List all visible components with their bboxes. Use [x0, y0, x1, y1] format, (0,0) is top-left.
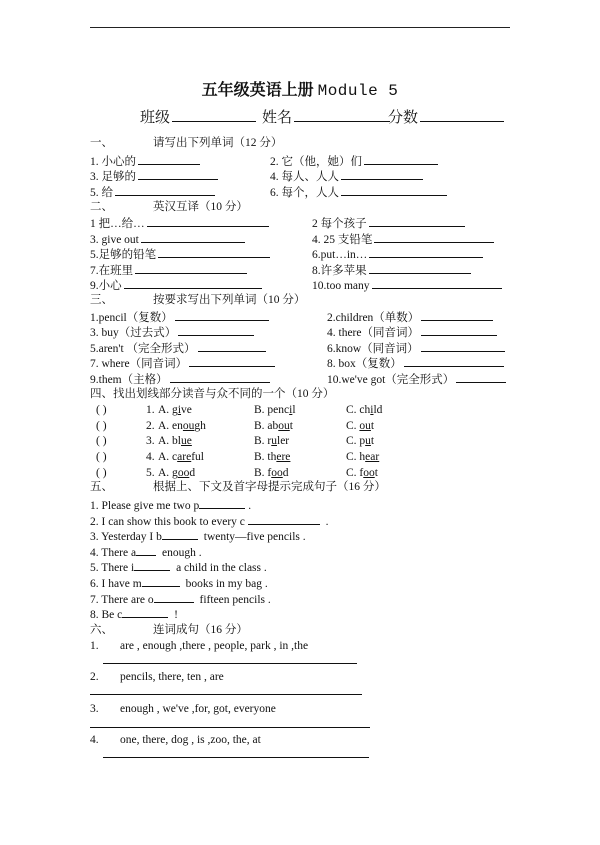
underlined-sound: i	[370, 404, 374, 416]
option-text: t	[289, 420, 293, 432]
option-text: B. th	[254, 451, 277, 463]
s3-item-3[interactable]: 3. buy（过去式）	[90, 324, 256, 340]
question-number: 4.	[90, 734, 99, 746]
answer-blank[interactable]	[134, 559, 170, 571]
question-number: 5.	[146, 467, 155, 479]
option-text: ve	[181, 404, 192, 416]
option-b[interactable]	[254, 451, 290, 463]
option-text: C. ch	[346, 404, 371, 416]
scrambled-words: one, there, dog , is ,zoo, the, at	[120, 734, 261, 746]
underlined-sound: ear	[365, 451, 380, 463]
option-b-cell	[254, 450, 290, 464]
option-c-cell	[346, 466, 378, 480]
section-5-heading: 五、 根据上、下文及首字母提示完成句子（16 分）	[90, 481, 386, 493]
section-4-heading: 四、找出划线部分读音与众不同的一个（10 分）	[90, 388, 335, 400]
option-c[interactable]	[346, 404, 382, 416]
s3-item-1[interactable]: 1.pencil（复数）	[90, 309, 271, 325]
option-c-cell	[346, 403, 382, 417]
answer-blank[interactable]	[162, 528, 198, 540]
underlined-sound: ou	[359, 420, 371, 432]
option-b[interactable]	[254, 420, 293, 432]
option-a-cell	[158, 403, 192, 417]
scrambled-words: pencils, there, ten , are	[120, 671, 224, 683]
underlined-sound: i	[177, 404, 182, 416]
answer-paren[interactable]: ( )	[96, 435, 107, 447]
option-b[interactable]	[254, 467, 289, 479]
answer-blank[interactable]	[199, 497, 245, 509]
s2-item-6[interactable]: 6.put…in…	[312, 246, 485, 262]
s2-item-4[interactable]: 4. 25 支铅笔	[312, 231, 496, 247]
option-text: C.	[346, 420, 360, 432]
answer-paren[interactable]: ( )	[96, 420, 107, 432]
option-c-cell	[346, 450, 379, 464]
option-c-cell	[346, 434, 374, 448]
sentence-5[interactable]	[90, 559, 267, 575]
s2-item-8[interactable]: 8.许多苹果	[312, 262, 473, 278]
option-text: d	[189, 467, 196, 479]
sentence-8[interactable]	[90, 606, 178, 622]
answer-paren[interactable]: ( )	[96, 451, 107, 463]
sentence-text: twenty—five pencils .	[200, 531, 306, 543]
answer-blank[interactable]	[136, 544, 156, 556]
question-number: 2.	[90, 671, 99, 683]
top-rule	[90, 27, 510, 28]
s1-item-6[interactable]: 6. 每个，人人	[270, 184, 449, 200]
option-a-cell	[158, 466, 195, 480]
scrambled-words: enough , we've ,for, got, everyone	[120, 703, 276, 715]
s1-item-5[interactable]: 5. 给	[90, 184, 217, 200]
option-a[interactable]	[158, 435, 192, 447]
sentence-text: enough .	[159, 547, 202, 559]
section-1-heading: 一、 请写出下列单词（12 分）	[90, 137, 283, 149]
answer-paren[interactable]: ( )	[96, 467, 107, 479]
sentence-text: 3. Yesterday I b	[90, 531, 162, 543]
sentence-text: 7. There are o	[90, 594, 154, 606]
option-a[interactable]	[158, 451, 204, 463]
s2-item-1[interactable]: 1 把…给…	[90, 215, 271, 231]
s3-item-4[interactable]: 4. there（同音词）	[327, 324, 499, 340]
s1-item-3[interactable]: 3. 足够的	[90, 168, 220, 184]
s3-item-10[interactable]: 10.we've got（完全形式）	[327, 371, 508, 387]
sentence-2[interactable]	[90, 513, 329, 529]
section-2-heading: 二、 英汉互译（10 分）	[90, 201, 248, 213]
option-a[interactable]	[158, 404, 192, 416]
sentence-text: 4. There a	[90, 547, 137, 559]
class-field[interactable]: 班级	[140, 108, 258, 128]
option-c[interactable]	[346, 420, 374, 432]
question-number: 3.	[90, 703, 99, 715]
sentence-text: .	[248, 500, 252, 512]
sentence-text: !	[171, 609, 178, 621]
option-text: A. g	[158, 404, 178, 416]
option-c-cell	[346, 419, 374, 433]
underlined-sound: oo	[363, 467, 375, 479]
option-text: gh	[194, 420, 206, 432]
underlined-sound: ere	[276, 451, 291, 463]
page-title: 五年级英语上册 Module 5	[201, 82, 399, 100]
option-text: A. en	[158, 420, 183, 432]
section-3-heading: 三、 按要求写出下列单词（10 分）	[90, 294, 306, 306]
sentence-text: 6. I have m	[90, 578, 142, 590]
sentence-7[interactable]	[90, 591, 271, 607]
option-a-cell	[158, 434, 192, 448]
option-text: A. bl	[158, 435, 181, 447]
option-b[interactable]	[254, 435, 289, 447]
option-a[interactable]	[158, 420, 206, 432]
s2-item-7[interactable]: 7.在班里	[90, 262, 249, 278]
s3-item-6[interactable]: 6.know（同音词）	[327, 340, 507, 356]
option-text: B. penc	[254, 404, 290, 416]
sentence-text: 5. There i	[90, 562, 135, 574]
s2-item-5[interactable]: 5.足够的铅笔	[90, 246, 272, 262]
score-field[interactable]: 分数	[388, 108, 506, 128]
answer-line[interactable]	[90, 727, 370, 728]
answer-blank[interactable]	[142, 575, 180, 587]
sentence-text: .	[322, 516, 329, 528]
option-text: d	[282, 467, 289, 479]
section-6-heading: 六、 连词成句（16 分）	[90, 624, 248, 636]
option-text: l	[292, 404, 296, 416]
sentence-text: books in my bag .	[182, 578, 268, 590]
question-number: 2.	[146, 420, 155, 432]
question-number: 3.	[146, 435, 155, 447]
underlined-sound: oo	[271, 467, 283, 479]
underlined-sound: ou	[182, 420, 195, 432]
underlined-sound: u	[271, 435, 277, 447]
answer-line[interactable]	[90, 694, 362, 695]
underlined-sound: ue	[181, 435, 192, 447]
option-text: ler	[277, 435, 290, 447]
s3-item-8[interactable]: 8. box（复数）	[327, 355, 506, 371]
s2-item-10[interactable]: 10.too many	[312, 277, 504, 293]
option-b-cell	[254, 403, 296, 417]
s3-item-9[interactable]: 9.them（主格）	[90, 371, 272, 387]
s2-item-2[interactable]: 2 每个孩子	[312, 215, 467, 231]
s3-item-5[interactable]: 5.aren't （完全形式）	[90, 340, 268, 356]
scrambled-words: are , enough ,there , people, park , in ,the	[120, 640, 309, 652]
underlined-sound: i	[289, 404, 293, 416]
option-a-cell	[158, 450, 204, 464]
question-number: 1.	[146, 404, 155, 416]
sentence-6[interactable]	[90, 575, 268, 591]
sentence-text: 2. I can show this book to every c	[90, 516, 248, 528]
sentence-3[interactable]	[90, 528, 306, 544]
sentence-1[interactable]	[90, 497, 251, 513]
option-text: ful	[191, 451, 204, 463]
s1-item-1[interactable]: 1. 小心的	[90, 153, 202, 169]
option-text: A. g	[158, 467, 178, 479]
answer-blank[interactable]	[122, 606, 168, 618]
option-text: t	[374, 467, 378, 479]
option-c[interactable]	[346, 435, 374, 447]
s1-item-4[interactable]: 4. 每人、人人	[270, 168, 425, 184]
sentence-text: a child in the class .	[173, 562, 267, 574]
s2-item-3[interactable]: 3. give out	[90, 231, 247, 247]
answer-blank[interactable]	[154, 591, 194, 603]
option-b-cell	[254, 466, 289, 480]
s1-item-2[interactable]: 2. 它（他，她）们	[270, 153, 440, 169]
answer-line[interactable]	[103, 757, 369, 758]
option-text: A. c	[158, 451, 178, 463]
question-number: 1.	[90, 640, 99, 652]
option-b-cell	[254, 419, 293, 433]
s3-item-2[interactable]: 2.children（单数）	[327, 309, 495, 325]
option-b-cell	[254, 434, 289, 448]
option-text: B. ab	[254, 420, 279, 432]
underlined-sound: u	[365, 435, 371, 447]
s2-item-9[interactable]: 9.小心	[90, 277, 264, 293]
name-field[interactable]: 姓名	[262, 108, 392, 128]
option-text: ld	[373, 404, 383, 416]
answer-line[interactable]	[103, 663, 357, 664]
option-b[interactable]	[254, 404, 296, 416]
sentence-text: 1. Please give me two p	[90, 500, 200, 512]
option-c[interactable]	[346, 467, 378, 479]
option-text: t	[370, 420, 375, 432]
option-text: C. h	[346, 451, 366, 463]
option-a[interactable]	[158, 467, 195, 479]
option-c[interactable]	[346, 451, 379, 463]
option-text: B. f	[254, 467, 272, 479]
option-a-cell	[158, 419, 206, 433]
option-text: t	[370, 435, 375, 447]
sentence-text: 8. Be c	[90, 609, 123, 621]
question-number: 4.	[146, 451, 155, 463]
answer-blank[interactable]	[248, 513, 320, 525]
underlined-sound: ou	[278, 420, 290, 432]
underlined-sound: oo	[177, 467, 190, 479]
option-text: B. r	[254, 435, 272, 447]
s3-item-7[interactable]: 7. where（同音词）	[90, 355, 277, 371]
answer-paren[interactable]: ( )	[96, 404, 107, 416]
option-text: C. f	[346, 467, 364, 479]
underlined-sound: are	[177, 451, 192, 463]
sentence-4[interactable]	[90, 544, 202, 560]
sentence-text: fifteen pencils .	[196, 594, 271, 606]
option-text: C. p	[346, 435, 366, 447]
